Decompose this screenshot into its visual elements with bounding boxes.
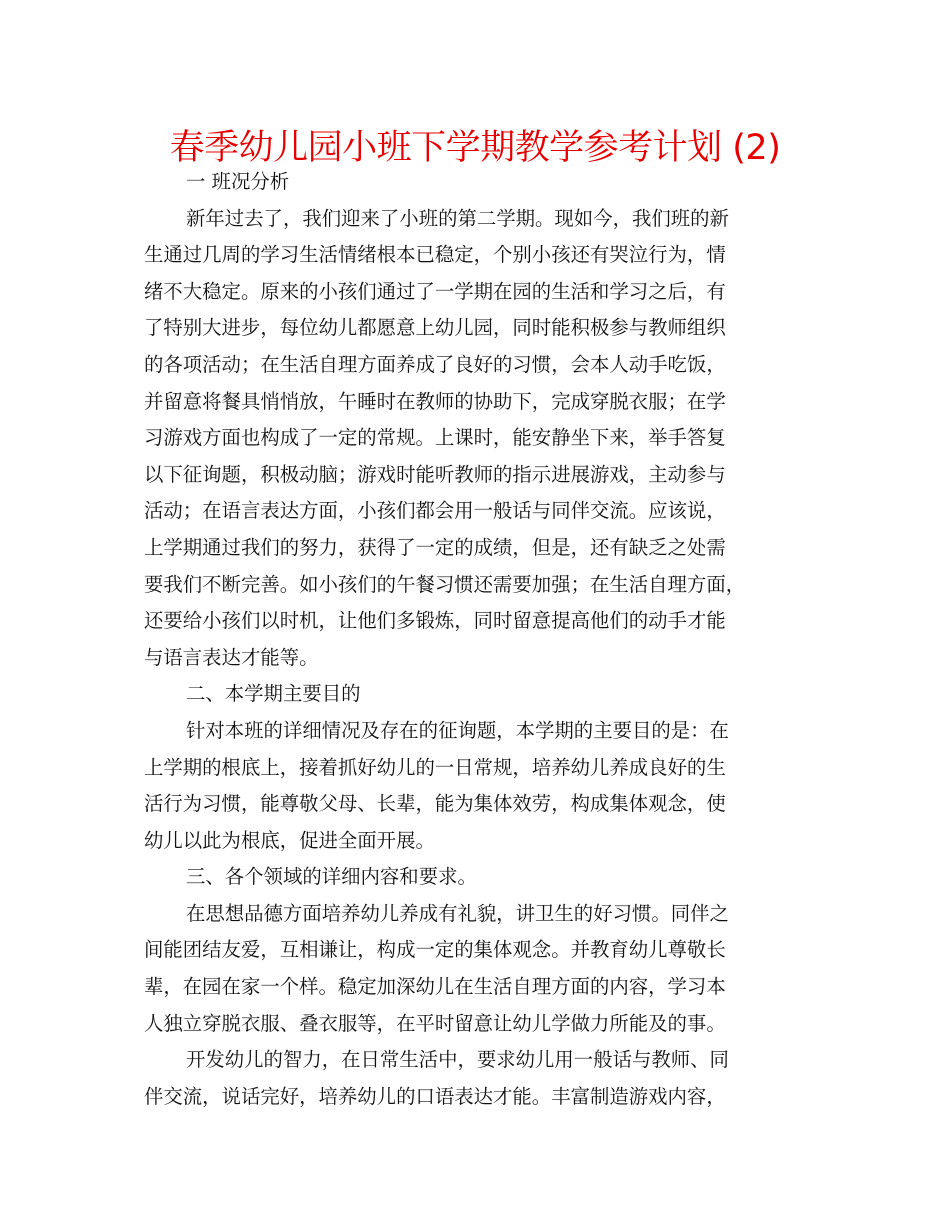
text-line: 习游戏方面也构成了一定的常规。上课时，能安静坐下来，举手答复 [144,426,726,450]
text-line: 开发幼儿的智力，在日常生活中，要求幼儿用一般话与教师、同 [186,1048,729,1072]
text-line: 新年过去了，我们迎来了小班的第二学期。现如今，我们班的新 [186,206,729,230]
text-line: 并留意将餐具悄悄放，午睡时在教师的协助下，完成穿脱衣服；在学 [144,389,726,413]
text-line: 辈，在园在家一个样。稳定加深幼儿在生活自理方面的内容，学习本 [144,975,726,999]
text-line: 与语言表达才能等。 [144,645,319,669]
text-line: 一 班况分析 [186,170,290,193]
document-title: 春季幼儿园小班下学期教学参考计划 (2) [169,128,781,168]
text-line: 上学期的根底上，接着抓好幼儿的一日常规，培养幼儿养成良好的生 [144,755,726,779]
text-line: 伴交流，说话完好，培养幼儿的口语表达才能。丰富制造游戏内容， [144,1084,726,1108]
text-line: 要我们不断完善。如小孩们的午餐习惯还需要加强；在生活自理方面， [144,572,746,596]
text-line: 间能团结友爱，互相谦让，构成一定的集体观念。并教育幼儿尊敬长 [144,938,726,962]
text-line: 二、本学期主要目的 [186,682,361,706]
text-line: 针对本班的详细情况及存在的征询题，本学期的主要目的是：在 [186,718,729,742]
text-line: 上学期通过我们的努力，获得了一定的成绩，但是，还有缺乏之处需 [144,535,726,559]
text-line: 活动；在语言表达方面，小孩们都会用一般话与同伴交流。应该说， [144,499,726,523]
text-line: 三、各个领域的详细内容和要求。 [186,865,477,889]
text-line: 幼儿以此为根底，促进全面开展。 [144,828,435,852]
text-line: 活行为习惯，能尊敬父母、长辈，能为集体效劳，构成集体观念，使 [144,792,726,816]
text-line: 绪不大稳定。原来的小孩们通过了一学期在园的生活和学习之后，有 [144,279,726,303]
text-line: 生通过几周的学习生活情绪根本已稳定，个别小孩还有哭泣行为，情 [144,243,726,267]
text-line: 的各项活动；在生活自理方面养成了良好的习惯，会本人动手吃饭， [144,352,726,376]
text-line: 还要给小孩们以时机，让他们多锻炼，同时留意提高他们的动手才能 [144,609,726,633]
document-body [144,164,816,1115]
text-line: 了特别大进步，每位幼儿都愿意上幼儿园，同时能积极参与教师组织 [144,316,726,340]
text-line: 以下征询题，积极动脑；游戏时能听教师的指示进展游戏，主动参与 [144,462,726,486]
text-line: 人独立穿脱衣服、叠衣服等，在平时留意让幼儿学做力所能及的事。 [144,1011,726,1035]
text-line: 在思想品德方面培养幼儿养成有礼貌，讲卫生的好习惯。同伴之 [186,901,729,925]
